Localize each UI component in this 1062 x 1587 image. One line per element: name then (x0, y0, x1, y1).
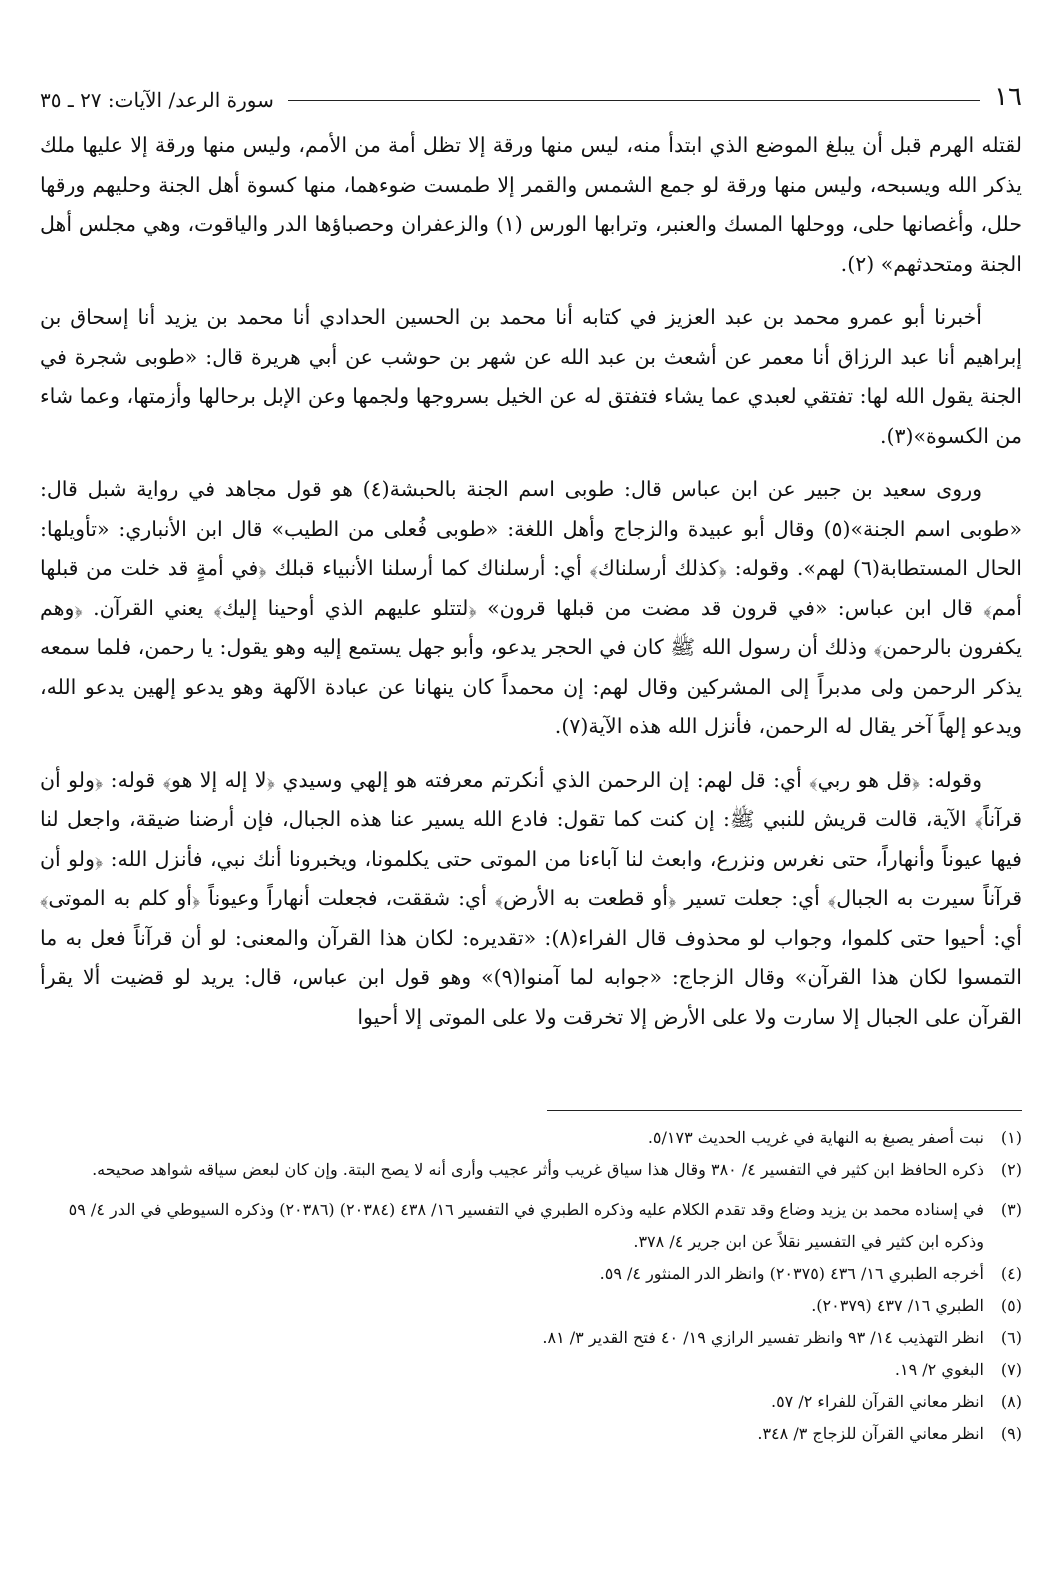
paragraph: وقوله: ﴿قل هو ربي﴾ أي: قل لهم: إن الرحمن الذي أنكرتم معرفته هو إلهي وسيدي ﴿لا إله إلا هو﴾ قوله: ﴿ولو أن قرآناً﴾ الآية، قالت قريش للنبي ﷺ: إن كنت كما تقول: فادع الله يسير عنا هذه الجبال، فإن أرضنا ضيقة، واجعل لنا فيها عيوناً وأنهاراً، حتى نغرس ونزرع، وابعث لنا آباءنا من الموتى حتى يكلمونا، ويخبرونا أنك نبي، فأنزل الله: ﴿ولو أن قرآناً سيرت به الجبال﴾ أي: جعلت تسير ﴿أو قطعت به الأرض﴾ أي: شققت، فجعلت أنهاراً وعيوناً ﴿أو كلم به الموتى﴾ أي: أحيوا حتى كلموا، وجواب لو محذوف قال الفراء(٨): «تقديره: لكان هذا القرآن والمعنى: لو أن قرآناً فعل به ما التمسوا لكان هذا القرآن» وقال الزجاج: «جوابه لما آمنوا(٩)» وهو قول ابن عباس، قال: يريد لو قضيت ألا يقرأ القرآن على الجبال إلا سارت ولا على الأرض إلا تخرقت ولا على الموتى إلا أحيوا (40, 767, 1022, 1029)
footnote-text: البغوي ٢/ ١٩. (894, 1360, 984, 1379)
footnote-text: نبت أصفر يصبغ به النهاية في غريب الحديث ٥/١٧٣. (647, 1128, 984, 1147)
paragraph: وروى سعيد بن جبير عن ابن عباس قال: طوبى اسم الجنة بالحبشة(٤) هو قول مجاهد في رواية شبل قال: «طوبى اسم الجنة»(٥) وقال أبو عبيدة والزجاج وأهل اللغة: «طوبى فُعلى من الطيب» قال ابن الأنباري: «تأويلها: الحال المستطابة(٦) لهم». وقوله: ﴿كذلك أرسلناك﴾ أي: أرسلناك كما أرسلنا الأنبياء قبلك ﴿في أمةٍ قد خلت من قبلها أمم﴾ قال ابن عباس: «في قرون قد مضت من قبلها قرون» ﴿لتتلو عليهم الذي أوحينا إليك﴾ يعني القرآن. ﴿وهم يكفرون بالرحمن﴾ وذلك أن رسول الله ﷺ كان في الحجر يدعو، وأبو جهل يستمع إليه وهو يقول: يا رحمن، فلما سمعه يذكر الرحمن ولى مدبراً إلى المشركين وقال لهم: إن محمداً كان ينهانا عن عبادة الآلهة وهو يدعو إلهين يدعو الله، ويدعو إلهاً آخر يقال له الرحمن، فأنزل الله هذه الآية(٧). (40, 477, 1023, 738)
footnote (40, 1418, 1022, 1450)
footnote-text: انظر التهذيب ١٤/ ٩٣ وانظر تفسير الرازي ١٩/ ٤٠ فتح القدير ٣/ ٨١. (542, 1328, 984, 1347)
footnote-divider (547, 1110, 1022, 1111)
footnote (40, 1258, 1022, 1290)
footnote-number: (١) (1000, 1128, 1022, 1147)
footnote-number: (٢) (1000, 1160, 1022, 1179)
page-header (40, 70, 1022, 110)
paragraph: لقتله الهرم قبل أن يبلغ الموضع الذي ابتدأ منه، ليس منها ورقة إلا تظل أمة من الأمم، وليس منها ورقة إلا عليها ملك يذكر الله ويسبحه، وليس منها ورقة لو جمع الشمس والقمر إلا طمست ضوءهما، منها كسوة أهل الجنة وحليهم ورقها حلل، وأغصانها حلى، ووحلها المسك والعنبر، وترابها الورس (١) والزعفران وحصباؤها الدر والياقوت، وهي مجلس أهل الجنة ومتحدثهم» (٢). (40, 133, 1022, 276)
footnote-number: (٨) (1000, 1392, 1022, 1411)
footnote (40, 1290, 1022, 1322)
paragraph: أخبرنا أبو عمرو محمد بن عبد العزيز في كتابه أنا محمد بن الحسين الحدادي أنا محمد بن يزيد أنا إسحاق بن إبراهيم أنا عبد الرزاق أنا معمر عن أشعث بن عبد الله عن شهر بن حوشب عن أبي هريرة قال: «طوبى شجرة في الجنة يقول الله لها: تفتقي لعبدي عما يشاء فتفتق له عن الخيل بسروجها ولجمها وعن الإبل برحالها وأزمتها، وعما شاء من الكسوة»(٣). (40, 305, 1022, 448)
footnote (40, 1194, 1022, 1258)
footnote-number: (٤) (1000, 1264, 1022, 1283)
book-page (40, 70, 1022, 1550)
page-number: ١٦ (994, 82, 1022, 112)
footnote-text: أخرجه الطبري ١٦/ ٤٣٦ (٢٠٣٧٥) وانظر الدر المنثور ٤/ ٥٩. (599, 1264, 984, 1283)
header-divider (288, 100, 980, 101)
footnote-text: انظر معاني القرآن للزجاج ٣/ ٣٤٨. (757, 1424, 984, 1443)
running-title: سورة الرعد/ الآيات: ٢٧ ـ ٣٥ (40, 88, 274, 112)
footnote (40, 1154, 1022, 1186)
footnote-group (40, 1194, 1022, 1450)
footnote-number: (٣) (1000, 1200, 1022, 1219)
footnote (40, 1354, 1022, 1386)
footnote-text: ذكره الحافظ ابن كثير في التفسير ٤/ ٣٨٠ وقال هذا سياق غريب وأثر عجيب وأرى أنه لا يصح البتة. وإن كان لبعض سياقه شواهد صحيحه. (92, 1160, 984, 1179)
footnote (40, 1386, 1022, 1418)
footnote-number: (٦) (1000, 1328, 1022, 1347)
footnotes (40, 1122, 1022, 1450)
footnote-number: (٥) (1000, 1296, 1022, 1315)
footnote-text: انظر معاني القرآن للفراء ٢/ ٥٧. (770, 1392, 984, 1411)
footnote (40, 1322, 1022, 1354)
footnote-text: الطبري ١٦/ ٤٣٧ (٢٠٣٧٩). (811, 1296, 984, 1315)
footnote-number: (٧) (1000, 1360, 1022, 1379)
footnote-text: في إسناده محمد بن يزيد وضاع وقد تقدم الكلام عليه وذكره الطبري في التفسير ١٦/ ٤٣٨ (٢٠٣٨٤) (٢٠٣٨٦) وذكره السيوطي في الدر ٤/ ٥٩ وذكره ابن كثير في التفسير نقلاً عن ابن جرير ٤/ ٣٧٨. (68, 1200, 984, 1251)
main-text (40, 126, 1022, 1051)
footnote-number: (٩) (1000, 1424, 1022, 1443)
footnote (40, 1122, 1022, 1154)
